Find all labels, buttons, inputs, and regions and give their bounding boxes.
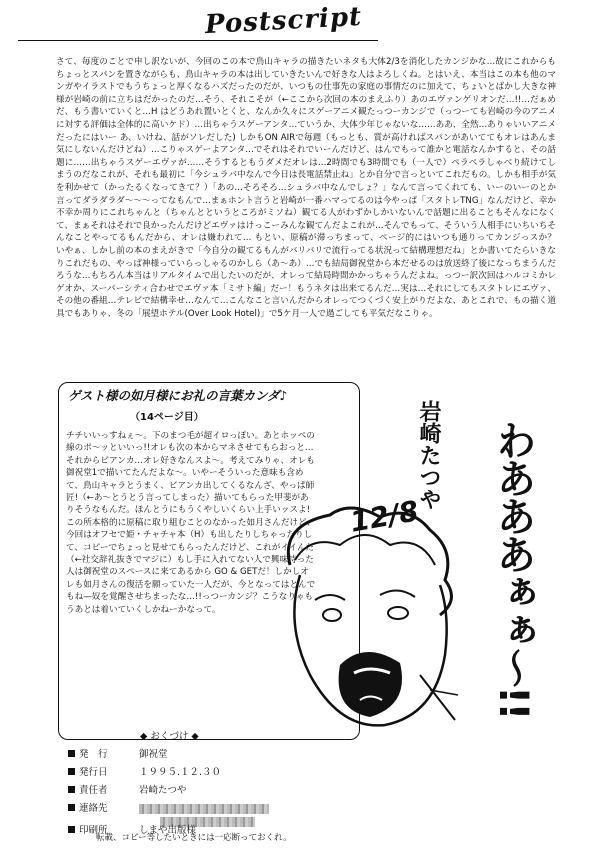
guest-thanks-title: ゲスト様の如月様にお礼の言葉カンダ♪: [68, 388, 288, 403]
colophon-label: 印刷所: [79, 825, 108, 836]
screaming-face-illustration: [270, 505, 460, 740]
colophon-row-editor: [68, 782, 187, 796]
bullet-square-icon: [68, 786, 75, 793]
title-underline: [18, 40, 378, 41]
author-signature: 岩崎たつや: [416, 400, 441, 510]
colophon-label: 発 行: [79, 749, 108, 760]
page-title: Postscript: [204, 1, 363, 41]
colophon-value: 御祝堂: [139, 749, 168, 760]
colophon-row-contact: [68, 800, 269, 814]
colophon-value: しまや出版様: [139, 825, 197, 836]
colophon-note: [96, 834, 292, 842]
colophon-label: 連絡先: [79, 803, 108, 814]
colophon-value: 岩崎たつや: [139, 785, 187, 796]
colophon-value: １９９５.１２.３０: [139, 767, 222, 778]
guest-thanks-subtitle: （14ページ目）: [130, 412, 204, 423]
bullet-square-icon: [68, 804, 75, 811]
colophon-row-publisher: [68, 746, 168, 760]
bullet-square-icon: [68, 826, 75, 833]
colophon-label: 責任者: [79, 785, 108, 796]
postscript-body-text: さて、毎度のことで申し訳ないが、今回のこの本で鳥山キャラの描きたいネタも大体2/3を消化したカンジかな…故にこれからもちょっとスパンを置きながらも、鳥山キャラの本は出していきたいんで好きな人はよろしくね。とはいえ、本当はこの本も他のマンガやイラストでもうちょっと厚くなるハズだったのだが、いつもの仕事先の家庭の事情だのに加えて、ちょいとばかし大きな神様が岩崎の前に立ちはだかったのだ…そう、それこそが（←ここから次回の本のまえふり）あのエヴァンゲリオンだ…!!…だぁめだ、もう書いていくと…H はどうあれ置いとくと、なんか久々にスゲーアニメ観たっつーカンジで（っつーても岩崎の今のアニメに対する評価は全体的に高いケド）…出ちゃうスゲーアンタ…ていうか、大体少年じゃないな……ああ、全然…ありゃいいアニメだったにはいー あ、いけね、話がソレだした) しかもON AIRで毎週（もっとも、質が高ければスパンがあいててもオレはあんま気にしないんだけどね）…こりゃスゲーよアンタ…でそれはそれでいーんだけど、はんでもって誰かと電話なんかすると、その話題に……出ちゃうスゲーエヴァが……そうするともうダメだオレは…2時間でも3時間でも（一人で）ペラペラしゃべり続けてしまうのだなこれが、それも最初に「今シュラバ中なんで今日は長電話禁止ね」とか自分で言っといてこれだもの。しかも相手が気を利かせて（かったるくなってきて？）「あの…そろそろ…シュラバ中なんでしょ？」なんて言ってくれても、いーのいーのとか言ってダラダラダ〜〜〜ってなもんで…まぁホント言うと岩崎が一番ハマってるのは今やっぱ「スタトレTNG」なんだけど、幸か不幸か周りにこれちゃんと（ちゃんとというところがミソね）観てる人がわずかしかいないんで話題に出ることもそんなになくて、まぁそれはそれで良かったんだけどエヴァはけっこーみんな観てんだよこれが…そんでもって、そういう人相手にいちいちそんなことやってるもんだから、オレは嫌われて… もとい、原稿が滞っちまって、ページ的にはいつも通りってカンジっスか？ いやぁ、しかし前の本のまえがきで「今自分の観てるもんがバリバリで流行ってる状況って結構理想だね」とか書いてたらいきなりこれだもの、やっぱ神様っていらっしゃるのかしら（あ〜あ）…でも結局御祝堂から本だせるのは放送終了後になっちまうんだろうな…もちろん本当はリアルタイムで出したいのだが、オレって結局時間かかっちゃうんだよね。っつー訳次回はハルコミかレゲオか、スーパーシティ合わせでエヴァ本「ミサト編」だー！もうネタは出来てるんだ…実は…それにしてもスタトレにエヴァ、その他の番組…テレビで結構幸せ…なんて…こんなこと言いんだからオレってつくづく安上がりだよな、あとこれで、もの描く道具でもありゃ、冬の「展望ホテル(Over Look Hotel)」で5ケ月一人で過ごしても平気だなこりゃ。: [56, 57, 565, 319]
bullet-square-icon: [68, 768, 75, 775]
colophon-label: 発行日: [79, 767, 108, 778]
colophon-row-date: [68, 764, 221, 778]
guest-thanks-text: チチいいっすねぇ〜。下のまつ毛が超イロっぽい。あとホッペの線のポ〜ッといいっ!!オレも次の本からマネさせてもらおっと…それからビアンカ…オレ好きなんスよ〜。考えてみりゃ、オレも御祝堂1で描いてたんだよな〜。いやーそういった意味も含めて、鳥山キャラとうまく、ビアンカ出してくるなんざ、やっぱ師匠!（←あ〜とうとう言ってしまった）描いてもらった甲斐がありそうなもんだ。ほんとうにもうくやしいくらい上手いッスよ! この所本格的に原稿に取り組むことのなかった如月さんだけど、今回はオフセで姫・チャチャ本（H）も出したりしちゃったりして、コピーでちょっと見せてもらったんだけど、これがイイんだ（←社交辞礼抜きでマジに）もし手に入れてない人で興味持った人は御祝堂のスペースに来てあるから GO & GETだ！しかしオレも如月さんの復活を願っていた一人だが、今となってはとんでもね—奴を覚醒させちまったな…!!っつーカンジ？こうなりゃもうあとは着いていくしかねーかなって。: [66, 431, 319, 615]
signature-date: 12/8: [347, 494, 422, 539]
redacted-address: [139, 804, 269, 814]
bullet-square-icon: [68, 750, 75, 757]
colophon-heading: ◆ おくづけ ◆: [140, 731, 199, 742]
shout-text: わあああぁぁ〜!!: [490, 420, 536, 719]
colophon-note-line1: 転載、コピー等したいときには一応: [96, 833, 232, 843]
colophon-note-line2: 断っておくれ。: [231, 833, 292, 843]
